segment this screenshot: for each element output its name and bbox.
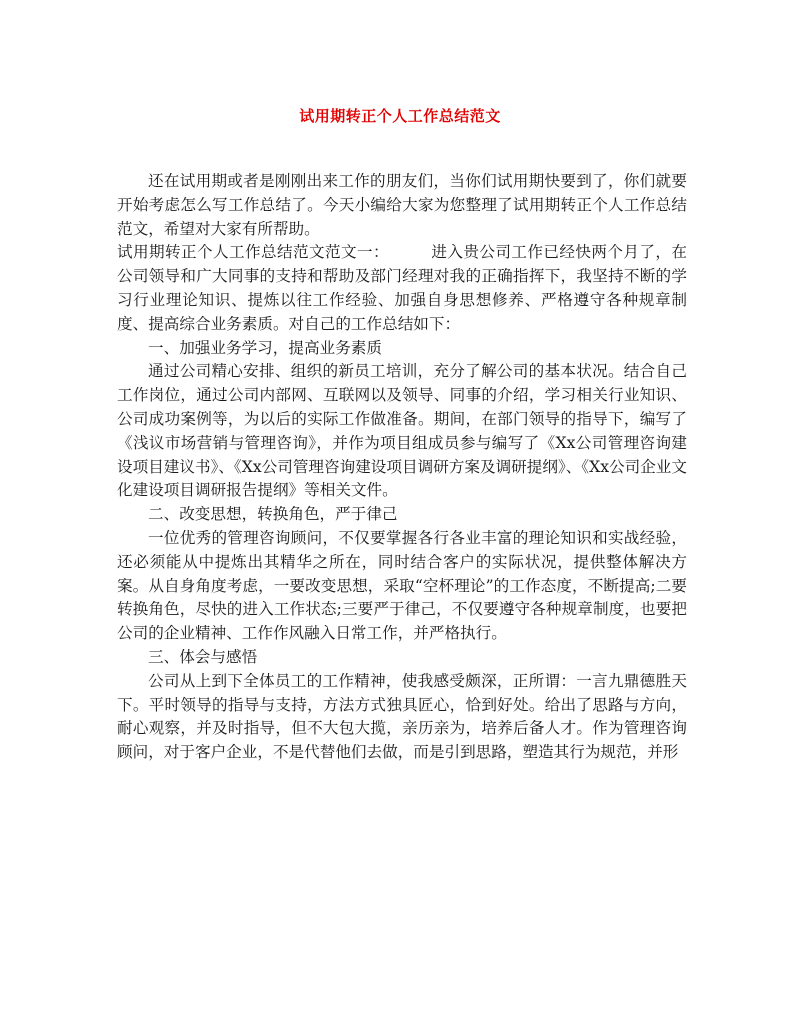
sample-paragraph bbox=[117, 241, 687, 336]
section-heading-2: 二、改变思想，转换角色，严于律己 bbox=[148, 505, 398, 524]
intro-paragraph: 还在试用期或者是刚刚出来工作的朋友们，当你们试用期快要到了，你们就要开始考虑怎么写工作总结了。今天小编给大家为您整理了试用期转正个人工作总结范文，希望对大家有所帮助。 bbox=[117, 172, 687, 238]
section-heading-1: 一、加强业务学习，提高业务素质 bbox=[148, 338, 382, 357]
section-paragraph-2: 一位优秀的管理咨询顾问，不仅要掌握各行各业丰富的理论知识和实战经验，还必须能从中提炼出其精华之所在，同时结合客户的实际状况，提供整体解决方案。从自身角度考虑，一要改变思想，采取“空杯理论”的工作态度，不断提高;二要转换角色，尽快的进入工作状态;三要严于律己，不仅要遵守各种规章制度，也要把公司的企业精神、工作作风融入日常工作，并严格执行。 bbox=[117, 528, 687, 643]
sample-label: 试用期转正个人工作总结范文范文一： bbox=[117, 243, 389, 262]
document-title: 试用期转正个人工作总结范文 bbox=[299, 107, 501, 125]
section-paragraph-3: 公司从上到下全体员工的工作精神，使我感受颇深，正所谓：一言九鼎德胜天下。平时领导的指导与支持，方法方式独具匠心，恰到好处。给出了思路与方向，耐心观察，并及时指导，但不大包大揽，亲历亲为，培养后备人才。作为管理咨询顾问，对于客户企业，不是代替他们去做，而是引到思路，塑造其行为规范，并形 bbox=[117, 671, 687, 762]
sample-text: 进入贵公司工作已经快两个月了，在公司领导和广大同事的支持和帮助及部门经理对我的正确指挥下，我坚持不断的学习行业理论知识、提炼以往工作经验、加强自身思想修养、严格遵守各种规章制度、提高综合业务素质。对自己的工作总结如下： bbox=[117, 243, 687, 333]
document-body bbox=[117, 170, 687, 765]
section-heading-3: 三、体会与感悟 bbox=[148, 647, 258, 666]
section-paragraph-1: 通过公司精心安排、组织的新员工培训，充分了解公司的基本状况。结合自己工作岗位，通过公司内部网、互联网以及领导、同事的介绍，学习相关行业知识、公司成功案例等，为以后的实际工作做准备。期间，在部门领导的指导下，编写了《浅议市场营销与管理咨询》，并作为项目组成员参与编写了《Xx公司管理咨询建设项目建议书》、《Xx公司管理咨询建设项目调研方案及调研提纲》、《Xx公司企业文化建设项目调研报告提纲》等相关文件。 bbox=[117, 362, 687, 500]
